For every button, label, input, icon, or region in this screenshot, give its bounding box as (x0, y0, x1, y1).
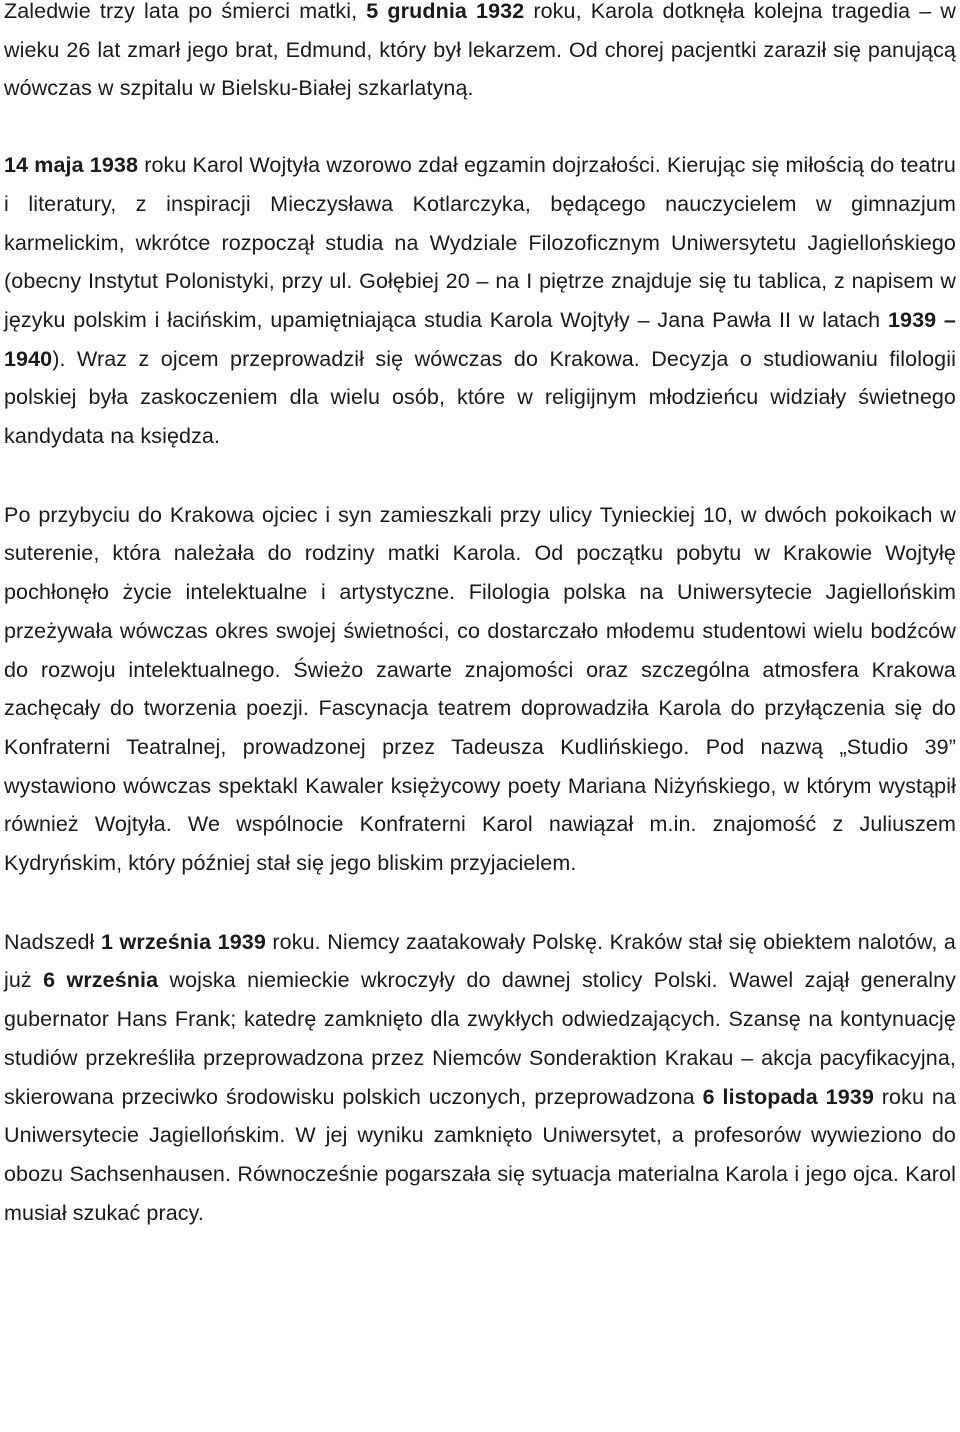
bold-date-text: 1939 – 1940 (4, 307, 956, 371)
bold-date-text: 1 września 1939 (100, 929, 266, 954)
text-segment: Nadszedł (4, 929, 101, 954)
text-segment: roku Karol Wojtyła wzorowo zdał egzamin dojrzałości. Kierując się miłością do teatru i literatury, z inspiracji Mieczysława Kotlarczyka, będącego nauczycielem w gimnazjum karmelickim, wkrótce rozpoczął studia na Wydziale Filozoficznym Uniwersytetu Jagiellońskiego (obecny Instytut Polonistyki, przy ul. Gołębiej 20 – na I piętrze znajduje się tu tablica, z napisem w języku polskim i łacińskim, upamiętniająca studia Karola Wojtyły – Jana Pawła II w latach (4, 153, 956, 332)
paragraph-krakow-life (4, 496, 956, 883)
paragraph-brother-death (4, 0, 956, 108)
text-segment: roku, Karola dotknęła kolejna tragedia – w wieku 26 lat zmarł jego brat, Edmund, który był lekarzem. Od chorej pacjentki zaraził się panującą wówczas w szpitalu w Bielsku-Białej szkarlatyną. (4, 0, 956, 101)
paragraph-matura-studies (4, 146, 956, 456)
document-page (4, 0, 956, 1232)
text-segment: wojska niemieckie wkroczyły do dawnej stolicy Polski. Wawel zajął generalny gubernator Hans Frank; katedrę zamknięto dla zwykłych odwiedzających. Szansę na kontynuację studiów przekreśliła przeprowadzona przez Niemców Sonderaktion Krakau – akcja pacyfikacyjna, skierowana przeciwko środowisku polskich uczonych, przeprowadzona (4, 968, 956, 1109)
paragraph-war-outbreak (4, 923, 956, 1233)
bold-date-text: 14 maja 1938 (4, 153, 139, 178)
text-segment: roku na Uniwersytecie Jagiellońskim. W jej wyniku zamknięto Uniwersytet, a profesorów wywieziono do obozu Sachsenhausen. Równocześnie pogarszała się sytuacja materialna Karola i jego ojca. Karol musiał szukać pracy. (4, 1084, 956, 1225)
text-segment: Po przybyciu do Krakowa ojciec i syn zamieszkali przy ulicy Tynieckiej 10, w dwóch pokoikach w suterenie, która należała do rodziny matki Karola. Od początku pobytu w Krakowie Wojtyłę pochłonęło życie intelektualne i artystyczne. Filologia polska na Uniwersytecie Jagiellońskim przeżywała wówczas okres swojej świetności, co dostarczało młodemu studentowi wielu bodźców do rozwoju intelektualnego. Świeżo zawarte znajomości oraz szczególna atmosfera Krakowa zachęcały do tworzenia poezji. Fascynacja teatrem doprowadziła Karola do przyłączenia się do Konfraterni Teatralnej, prowadzonej przez Tadeusza Kudlińskiego. Pod nazwą „Studio 39” wystawiono wówczas spektakl Kawaler księżycowy poety Mariana Niżyńskiego, w którym wystąpił również Wojtyła. We wspólnocie Konfraterni Karol nawiązał m.in. znajomość z Juliuszem Kydryńskim, który później stał się jego bliskim przyjacielem. (4, 502, 956, 876)
bold-date-text: 6 września (43, 968, 159, 993)
bold-date-text: 5 grudnia 1932 (366, 0, 525, 23)
text-segment: Zaledwie trzy lata po śmierci matki, (4, 0, 367, 23)
bold-date-text: 6 listopada 1939 (702, 1084, 874, 1109)
text-segment: roku. Niemcy zaatakowały Polskę. Kraków stał się obiektem nalotów, a już (4, 929, 956, 993)
text-segment: ). Wraz z ojcem przeprowadził się wówczas do Krakowa. Decyzja o studiowaniu filologii polskiej była zaskoczeniem dla wielu osób, które w religijnym młodzieńcu widziały świetnego kandydata na księdza. (4, 346, 956, 449)
